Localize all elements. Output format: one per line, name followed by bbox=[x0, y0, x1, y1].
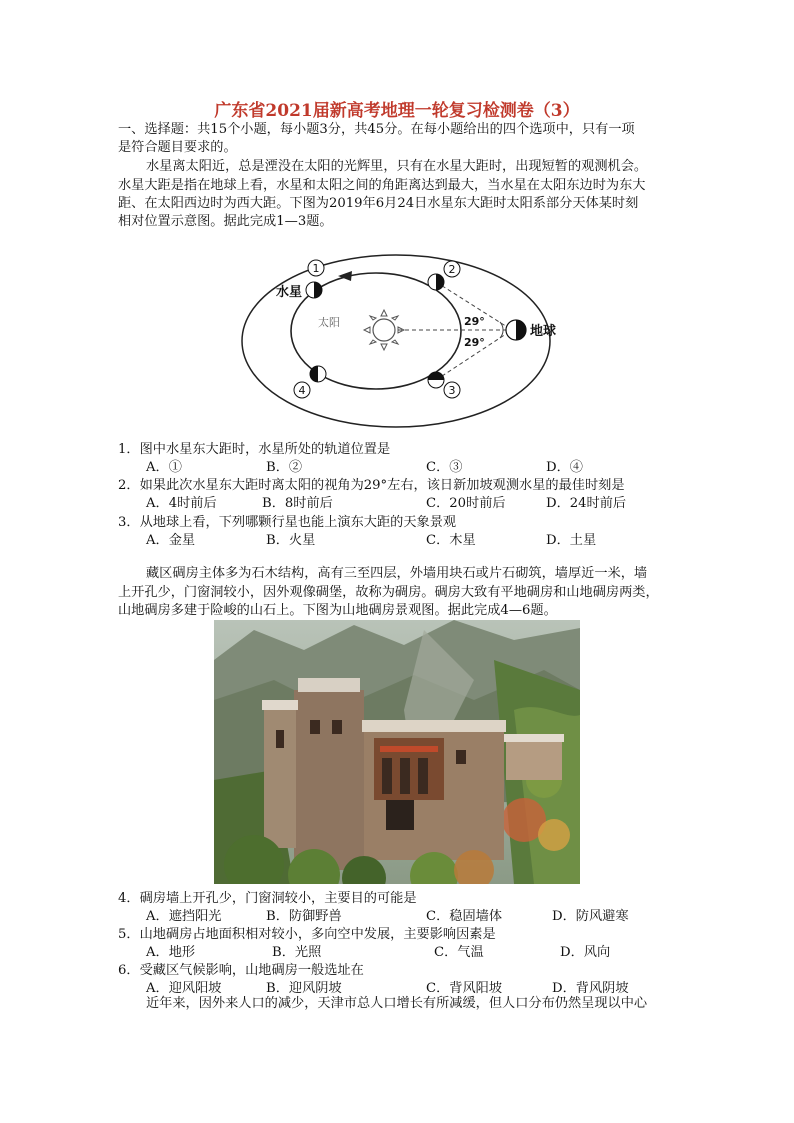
position-marker-2 bbox=[444, 261, 460, 277]
mercury-position-4 bbox=[310, 366, 326, 382]
mercury-position-3 bbox=[428, 372, 444, 388]
orbit-direction-arrow bbox=[338, 271, 352, 281]
question-1-option-a[interactable]: A．① bbox=[146, 460, 182, 475]
question-2-option-c[interactable]: C．20时前后 bbox=[426, 496, 506, 511]
passage-mercury-line: 相对位置示意图。据此完成1—3题。 bbox=[118, 214, 333, 229]
question-4-option-d[interactable]: D．防风避寒 bbox=[552, 909, 629, 924]
angle-label-bottom: 29° bbox=[464, 336, 485, 349]
mercury-position-1 bbox=[306, 282, 322, 298]
question-2-stem: 2．如果此次水星东大距时离太阳的视角为29°左右，该日新加坡观测水星的最佳时刻是 bbox=[118, 478, 625, 493]
page-title: 广东省2021届新高考地理一轮复习检测卷（3） bbox=[214, 101, 580, 121]
position-marker-1 bbox=[308, 260, 324, 276]
section-instructions-cont: 是符合题目要求的。 bbox=[118, 140, 237, 155]
passage-diaofang-line: 藏区碉房主体多为石木结构，高有三至四层，外墙用块石或片石砌筑，墙厚近一米，墙 bbox=[146, 566, 648, 581]
question-6-stem: 6．受藏区气候影响，山地碉房一般选址在 bbox=[118, 963, 364, 978]
question-4-option-b[interactable]: B．防御野兽 bbox=[266, 909, 342, 924]
question-1-option-c[interactable]: C．③ bbox=[426, 460, 463, 475]
question-1-option-b[interactable]: B．② bbox=[266, 460, 303, 475]
question-5-option-c[interactable]: C．气温 bbox=[434, 945, 484, 960]
question-5-stem: 5．山地碉房占地面积相对较小，多向空中发展，主要影响因素是 bbox=[118, 927, 496, 942]
question-1-option-d[interactable]: D．④ bbox=[546, 460, 583, 475]
question-4-option-a[interactable]: A．遮挡阳光 bbox=[146, 909, 222, 924]
mercury-position-2 bbox=[428, 274, 444, 290]
angle-label-top: 29° bbox=[464, 315, 485, 328]
passage-diaofang-line: 上开孔少，门窗洞较小，因外观像碉堡，故称为碉房。碉房大致有平地碉房和山地碉房两类， bbox=[118, 585, 659, 600]
question-6-option-b[interactable]: B．迎风阴坡 bbox=[266, 981, 342, 996]
question-2-option-a[interactable]: A．4时前后 bbox=[146, 496, 217, 511]
question-5-option-b[interactable]: B．光照 bbox=[272, 945, 322, 960]
position-marker-4 bbox=[294, 382, 310, 398]
passage-mercury-line: 距、在太阳西边时为西大距。下图为2019年6月24日水星东大距时太阳系部分天体某时刻 bbox=[118, 196, 639, 211]
passage-tianjin-line: 近年来，因外来人口的减少，天津市总人口增长有所减缓，但人口分布仍然呈现以中心 bbox=[146, 996, 648, 1011]
question-6-option-a[interactable]: A．迎风阳坡 bbox=[146, 981, 222, 996]
question-3-option-d[interactable]: D．土星 bbox=[546, 533, 597, 548]
question-2-option-b[interactable]: B．8时前后 bbox=[262, 496, 333, 511]
earth-icon bbox=[506, 320, 526, 340]
question-4-option-c[interactable]: C．稳固墙体 bbox=[426, 909, 503, 924]
question-3-stem: 3．从地球上看，下列哪颗行星也能上演东大距的天象景观 bbox=[118, 515, 457, 530]
passage-diaofang-line: 山地碉房多建于险峻的山石上。下图为山地碉房景观图。据此完成4—6题。 bbox=[118, 603, 557, 618]
section-instructions: 一、选择题：共15个小题，每小题3分，共45分。在每小题给出的四个选项中，只有一项 bbox=[118, 122, 635, 137]
svg-text:1: 1 bbox=[312, 262, 320, 275]
earth-label: 地球 bbox=[530, 324, 556, 339]
svg-text:2: 2 bbox=[448, 263, 456, 276]
question-3-option-b[interactable]: B．火星 bbox=[266, 533, 316, 548]
question-5-option-d[interactable]: D．风向 bbox=[560, 945, 611, 960]
mercury-label: 水星 bbox=[276, 285, 303, 300]
question-6-option-c[interactable]: C．背风阳坡 bbox=[426, 981, 503, 996]
sun-label: 太阳 bbox=[318, 316, 340, 329]
question-5-option-a[interactable]: A．地形 bbox=[146, 945, 196, 960]
orbit-diagram bbox=[236, 250, 556, 432]
question-4-stem: 4．碉房墙上开孔少，门窗洞较小，主要目的可能是 bbox=[118, 891, 417, 906]
question-1-stem: 1．图中水星东大距时，水星所处的轨道位置是 bbox=[118, 442, 391, 457]
question-6-option-d[interactable]: D．背风阴坡 bbox=[552, 981, 629, 996]
mountain-diaofang-photo bbox=[214, 620, 580, 884]
svg-text:3: 3 bbox=[448, 384, 456, 397]
question-3-option-a[interactable]: A．金星 bbox=[146, 533, 196, 548]
position-marker-3 bbox=[444, 382, 460, 398]
passage-mercury-line: 水星离太阳近，总是湮没在太阳的光辉里，只有在水星大距时，出现短暂的观测机会。 bbox=[146, 159, 648, 174]
svg-text:4: 4 bbox=[298, 384, 306, 397]
question-3-option-c[interactable]: C．木星 bbox=[426, 533, 476, 548]
question-2-option-d[interactable]: D．24时前后 bbox=[546, 496, 627, 511]
passage-mercury-line: 水星大距是指在地球上看，水星和太阳之间的角距离达到最大，当水星在太阳东边时为东大 bbox=[118, 178, 646, 193]
